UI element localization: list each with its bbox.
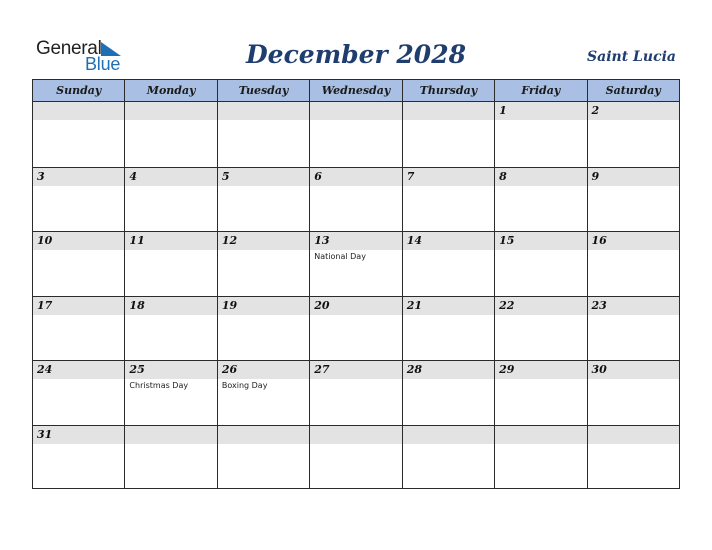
weeks-container [33, 102, 679, 488]
day-cell [124, 361, 216, 425]
day-number-strip [588, 426, 679, 444]
day-number: 15 [499, 234, 515, 247]
day-number: 9 [591, 169, 600, 183]
logo-text-general: General [36, 38, 102, 59]
day-cell [124, 168, 216, 232]
day-cell [494, 297, 586, 361]
day-number-strip [33, 168, 124, 186]
day-cell [33, 297, 124, 361]
day-number-strip [310, 168, 401, 186]
day-number-strip [403, 168, 494, 186]
day-number: 22 [499, 298, 515, 312]
day-cell [587, 232, 679, 296]
day-cell [217, 426, 309, 490]
day-number-strip [403, 102, 494, 120]
day-cell [494, 361, 586, 425]
day-number: 18 [129, 298, 145, 312]
day-cell [124, 102, 216, 167]
day-cell [494, 168, 586, 232]
day-cell [124, 232, 216, 296]
holiday-label: Christmas Day [129, 381, 189, 390]
day-cell [402, 297, 494, 361]
day-number-strip [125, 168, 216, 186]
weekday-header: Sunday [56, 84, 102, 97]
day-number-strip [588, 168, 679, 186]
day-cell [309, 297, 401, 361]
day-number: 1 [499, 104, 507, 117]
day-number-strip [33, 102, 124, 120]
day-number: 28 [406, 363, 422, 376]
week-row [33, 102, 679, 167]
day-cell [402, 361, 494, 425]
day-number-strip [310, 426, 401, 444]
day-number: 8 [499, 169, 507, 183]
day-number: 13 [314, 234, 330, 247]
weekday-header: Saturday [587, 80, 679, 101]
day-cell [33, 168, 124, 232]
day-number: 14 [406, 234, 422, 247]
day-cell [124, 426, 216, 490]
day-cell [217, 232, 309, 296]
day-cell [309, 426, 401, 490]
calendar-grid [32, 79, 680, 489]
weekday-header: Thursday [402, 80, 494, 101]
calendar-title: December 2028 [245, 40, 466, 69]
day-number-strip [125, 426, 216, 444]
logo-text-blue: Blue [85, 54, 121, 74]
day-number: 20 [314, 298, 330, 312]
day-number: 26 [221, 363, 238, 376]
day-number: 5 [221, 169, 230, 183]
day-cell [33, 426, 124, 490]
day-cell [402, 102, 494, 167]
weekday-header: Monday [124, 80, 216, 101]
country-label: Saint Lucia [587, 49, 676, 65]
weekday-header: Tuesday [217, 80, 309, 101]
day-number-strip [218, 426, 309, 444]
day-number: 11 [129, 234, 145, 247]
day-cell [494, 232, 586, 296]
day-cell [587, 426, 679, 490]
day-cell [309, 168, 401, 232]
day-cell [33, 102, 124, 167]
day-number: 7 [406, 169, 415, 183]
day-cell [33, 232, 124, 296]
week-row [33, 360, 679, 425]
day-number: 21 [406, 298, 422, 312]
day-number: 12 [221, 234, 238, 247]
day-number: 3 [37, 169, 45, 183]
day-number-strip [495, 426, 586, 444]
day-number-strip [218, 102, 309, 120]
weekday-header: Wednesday [309, 80, 401, 101]
weekday-header: Friday [494, 80, 586, 101]
day-number: 23 [591, 298, 607, 312]
day-number: 17 [37, 298, 53, 312]
day-number: 16 [591, 234, 607, 247]
day-cell [217, 168, 309, 232]
day-cell [124, 297, 216, 361]
day-number: 10 [37, 234, 53, 247]
week-row [33, 425, 679, 490]
day-cell [402, 426, 494, 490]
day-cell [217, 361, 309, 425]
day-cell [309, 361, 401, 425]
day-cell [587, 361, 679, 425]
day-number: 24 [37, 363, 53, 376]
day-number-strip [310, 102, 401, 120]
day-cell [309, 102, 401, 167]
day-cell [494, 102, 586, 167]
day-cell [587, 168, 679, 232]
day-number: 31 [37, 427, 53, 441]
day-cell [587, 297, 679, 361]
day-cell [494, 426, 586, 490]
day-cell [402, 168, 494, 232]
day-number: 19 [221, 298, 238, 312]
day-cell [217, 297, 309, 361]
holiday-label: Boxing Day [221, 381, 268, 390]
day-number: 29 [499, 363, 515, 376]
day-number: 2 [591, 104, 600, 117]
day-number: 27 [314, 363, 330, 376]
day-number: 4 [129, 169, 138, 183]
day-number: 25 [129, 363, 145, 376]
day-number-strip [218, 168, 309, 186]
day-number: 6 [314, 169, 322, 183]
day-cell [587, 102, 679, 167]
week-row [33, 231, 679, 296]
day-cell [33, 361, 124, 425]
day-number-strip [495, 102, 586, 120]
week-row [33, 296, 679, 361]
day-cell [309, 232, 401, 296]
day-cell [217, 102, 309, 167]
week-row [33, 167, 679, 232]
holiday-label: National Day [314, 252, 366, 261]
day-number-strip [588, 102, 679, 120]
day-number-strip [403, 426, 494, 444]
weekday-header-row [33, 80, 679, 102]
day-number-strip [125, 102, 216, 120]
day-cell [402, 232, 494, 296]
day-number: 30 [591, 363, 607, 376]
day-number-strip [495, 168, 586, 186]
